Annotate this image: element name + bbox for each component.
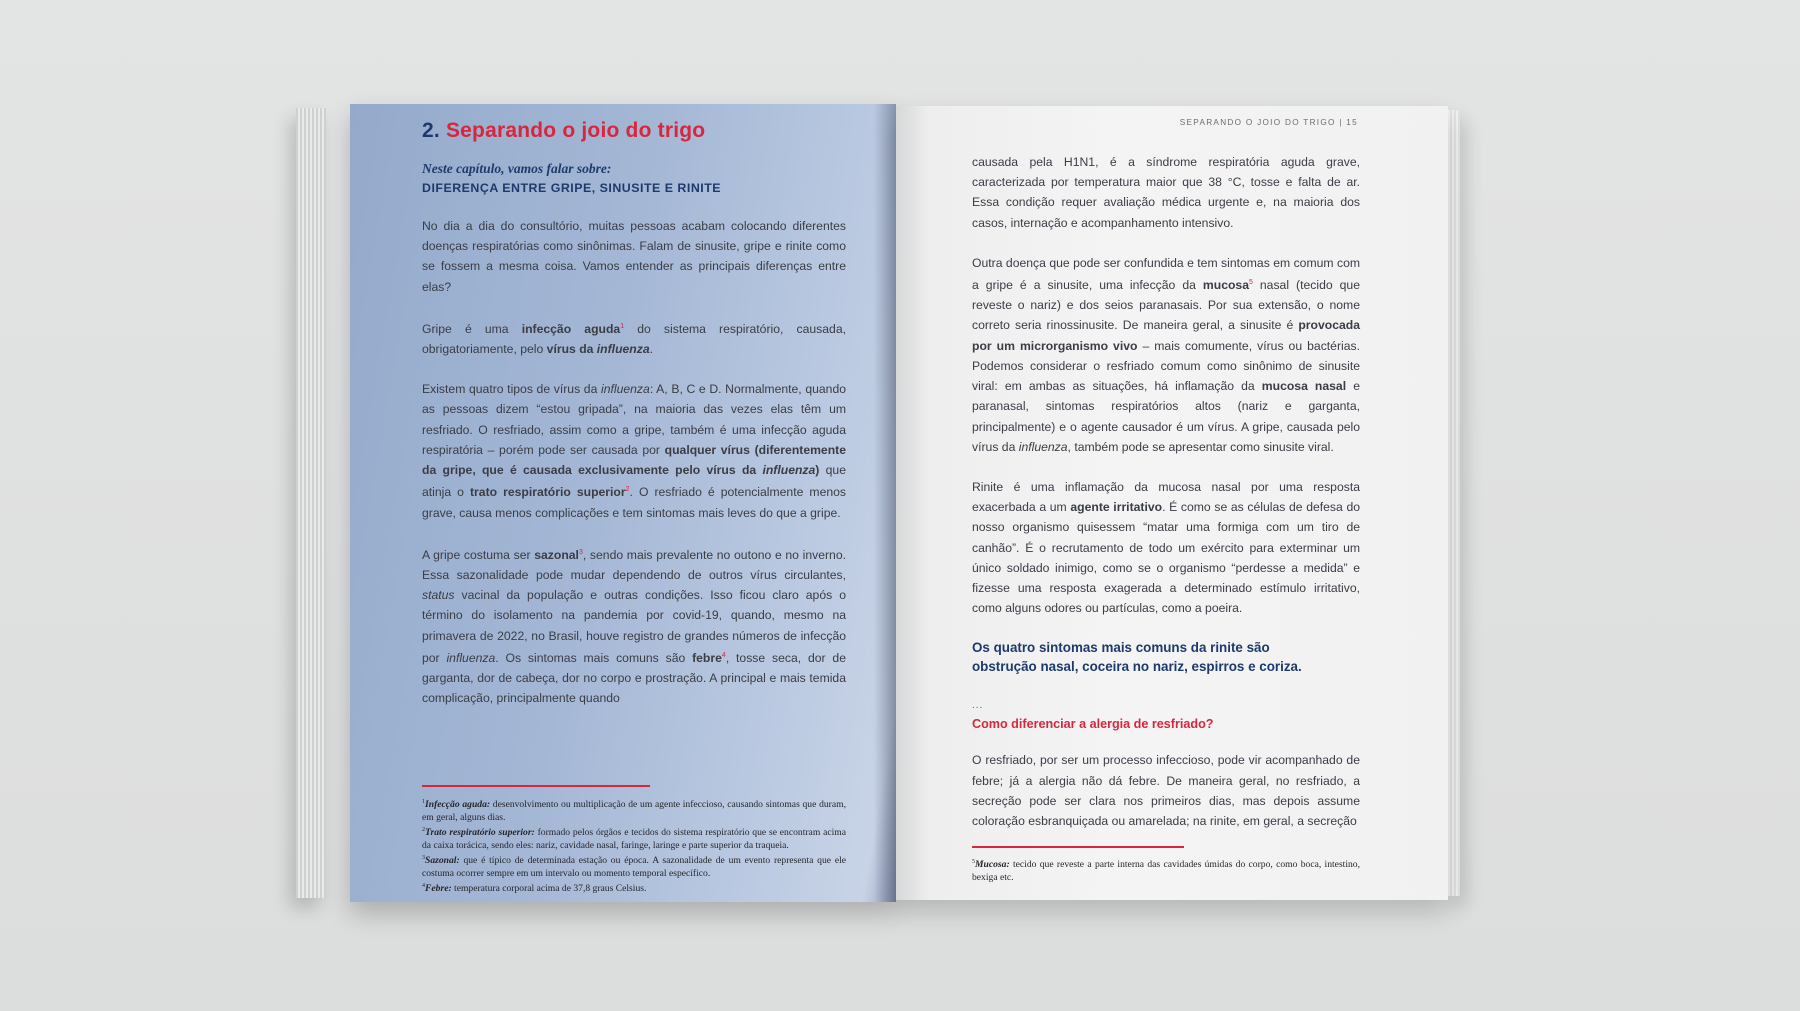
open-book [296, 104, 1460, 902]
paragraph-h1n1: causada pela H1N1, é a síndrome respiratória aguda grave, caracterizada por temperatura maior que 38 °C, tosse e falta de ar. Essa condição requer avaliação médica urgente e, na maioria dos casos, internação e acompanhamento intensivo. [972, 155, 1360, 230]
footnote-2: $^2$Trato respiratório superior: formado pelos órgãos e tecidos do sistema respiratório que se encontram acima da caixa torácica, sendo eles: nariz, cavidade nasal, faringe, laringe e parte superior da traqueia. [422, 827, 846, 851]
callout-line-1: Os quatro sintomas mais comuns da rinite são [972, 640, 1270, 656]
paragraph-sazonal: A gripe costuma ser sazonal$^3$, sendo mais prevalente no outono e no inverno. Essa sazonalidade pode mudar dependendo de outros vírus circulantes, status vacinal da população e outras condições. Isso ficou claro após o término do isolamento na pandemia por covid-19, quando, mesmo na primavera de 2022, no Brasil, houve registro de grandes números de infecção por influenza. Os sintomas mais comuns são febre$^4$, tosse seca, dor de garganta, dor de cabeça, dor no corpo e prostração. A principal e mais temida complicação, principalmente quando [422, 547, 846, 706]
running-head: SEPARANDO O JOIO DO TRIGO | 15 [1179, 118, 1358, 127]
section-dots: ... [972, 700, 984, 712]
footnotes-right [972, 856, 1360, 884]
page-edges-left [296, 108, 326, 898]
paragraph-sinusite: Outra doença que pode ser confundida e tem sintomas em comum com a gripe é a sinusite, uma infecção da mucosa$^5$ nasal (tecido que reveste o nariz) e dos seios paranasais. Por sua extensão, o nome correto seria rinossinusite. De maneira geral, a sinusite é provocada por um microrganismo vivo – mais comumente, vírus ou bactérias. Podemos considerar o resfriado comum como sinônimo de sinusite viral: em ambas as situações, há inflamação da mucosa nasal e paranasal, sintomas respiratórios altos (nariz e garganta, principalmente) e o agente causador é um vírus. A gripe, causada pelo vírus da influenza, também pode se apresentar como sinusite viral. [972, 255, 1360, 454]
chapter-title: Separando o joio do trigo [445, 119, 706, 142]
subheading-alergia: Como diferenciar a alergia de resfriado? [972, 717, 1214, 732]
rinite-callout [972, 638, 1360, 676]
left-page [350, 104, 896, 902]
footnote-1: $^1$Infecção aguda: desenvolvimento ou multiplicação de um agente infeccioso, causando sintomas que duram, em geral, alguns dias. [422, 799, 846, 823]
paragraph-resfriado: O resfriado, por ser um processo infeccioso, pode vir acompanhado de febre; já a alergia não dá febre. De maneira geral, no resfriado, a secreção pode ser clara nos primeiros dias, mas depois assume coloração esbranquiçada ou amarelada; na rinite, em geral, a secreção [972, 753, 1360, 828]
chapter-intro-italic: Neste capítulo, vamos falar sobre: [422, 161, 612, 176]
chapter-intro-topic: DIFERENÇA ENTRE GRIPE, SINUSITE E RINITE [422, 181, 722, 195]
footnote-4: $^4$Febre: temperatura corporal acima de 37,8 graus Celsius. [422, 883, 647, 895]
footnote-rule-right [972, 846, 1184, 848]
paragraph-rinite: Rinite é uma inflamação da mucosa nasal por uma resposta exacerbada a um agente irritativo. É como se as células de defesa do nosso organismo quisessem “matar uma formiga com um tiro de canhão”. É o recrutamento de todo um exército para exterminar um único soldado inimigo, como se o organismo “perdesse a medida” e fizesse uma resposta exagerada a determinado estímulo irritativo, como alguns odores ou partículas, como a poeira. [972, 479, 1361, 616]
footnote-rule-left [422, 785, 650, 787]
chapter-number: 2. [422, 119, 440, 142]
paragraph-intro: No dia a dia do consultório, muitas pessoas acabam colocando diferentes doenças respiratórias como sinônimas. Falam de sinusite, gripe e rinite como se fossem a mesma coisa. Vamos entender as principais diferenças entre elas? [422, 219, 846, 294]
callout-line-2: obstrução nasal, coceira no nariz, espirros e coriza. [972, 659, 1302, 675]
left-page-content [422, 116, 846, 729]
footnote-5: $^5$Mucosa: tecido que reveste a parte interna das cavidades úmidas do corpo, como boca, intestino, bexiga etc. [972, 859, 1360, 883]
right-page [896, 106, 1448, 900]
chapter-heading [422, 116, 846, 146]
paragraph-influenza-types: Existem quatro tipos de vírus da influenza: A, B, C e D. Normalmente, quando as pessoas dizem “estou gripada”, na maioria das vezes elas têm um resfriado. O resfriado, assim como a gripe, também é uma infecção aguda respiratória – porém pode ser causada por qualquer vírus (diferentemente da gripe, que é causada exclusivamente pelo vírus da influenza) que atinja o trato respiratório superior$^2$. O resfriado é potencialmente menos grave, causa menos complicações e tem sintomas mais leves do que a gripe. [422, 382, 847, 520]
footnotes-left [422, 796, 846, 896]
footnote-3: $^3$Sazonal: que é típico de determinada estação ou época. A sazonalidade de um evento representa que ele costuma ocorrer sempre em um intervalo ou momento temporal específico. [422, 855, 846, 879]
page-edges-right [1446, 110, 1460, 896]
paragraph-gripe: Gripe é uma infecção aguda$^1$ do sistema respiratório, causada, obrigatoriamente, pelo vírus da influenza. [422, 321, 846, 357]
